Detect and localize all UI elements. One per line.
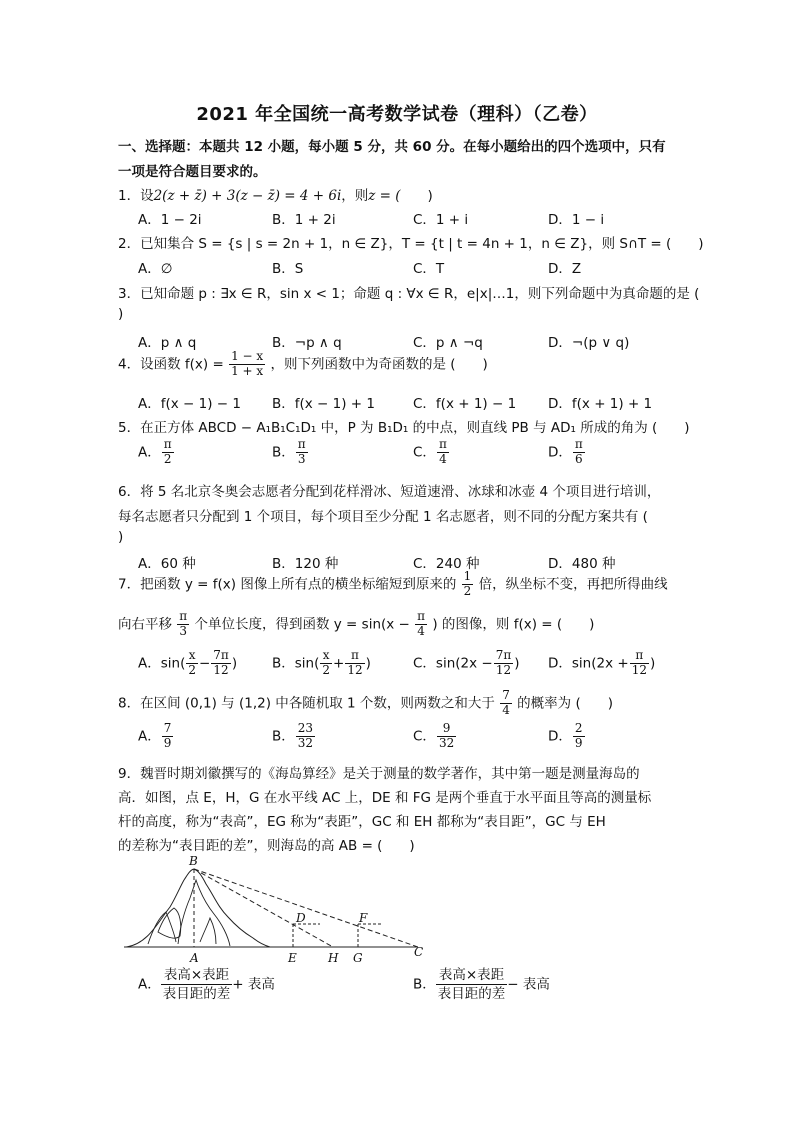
q2-option-d: D．Z xyxy=(548,261,582,277)
q4-fraction: $\frac{1 - x}{1 + x}$ xyxy=(231,349,264,378)
question-8: 8．在区间 (0,1) 与 (1,2) 中各随机取 1 个数，则两数之和大于 $\frac{7}{4}$ 的概率为 ( ) xyxy=(118,688,613,717)
section-heading-line1: 一、选择题：本题共 12 小题，每小题 5 分，共 60 分。在每小题给出的四个选项中，只有 xyxy=(118,139,666,155)
section-heading-line2: 一项是符合题目要求的。 xyxy=(118,164,267,180)
q4-option-d: D．f(x + 1) + 1 xyxy=(548,396,653,412)
q3-option-d: D．¬(p ∨ q) xyxy=(548,335,630,351)
island-contour-1 xyxy=(148,912,176,944)
q5-option-a: A． $\frac{\pi}{2}$ xyxy=(138,437,172,466)
island-measurement-figure xyxy=(118,852,438,970)
island-contour-4 xyxy=(200,918,216,944)
question-6-line2: 每名志愿者只分配到 1 个项目，每个项目至少分配 1 名志愿者，则不同的分配方案共有 ( xyxy=(118,509,648,525)
label-g: G xyxy=(353,951,363,965)
island-contour-2 xyxy=(158,908,181,938)
q5-option-d: D． $\frac{\pi}{6}$ xyxy=(548,437,583,466)
q5-option-c: C． $\frac{\pi}{4}$ xyxy=(413,437,447,466)
question-5: 5．在正方体 ABCD − A₁B₁C₁D₁ 中，P 为 B₁D₁ 的中点，则直线 PB 与 AD₁ 所成的角为 ( ) xyxy=(118,420,690,436)
exam-title: 2021 年全国统一高考数学试卷（理科）（乙卷） xyxy=(196,104,598,125)
q1-option-d: D．1 − i xyxy=(548,212,605,228)
question-7-line1: 7．把函数 y = f(x) 图像上所有点的横坐标缩短到原来的 $\frac{1}{2}$ 倍，纵坐标不变，再把所得曲线 xyxy=(118,569,668,598)
q1-option-b: B．1 + 2i xyxy=(272,212,336,228)
q4-option-c: C．f(x + 1) − 1 xyxy=(413,396,517,412)
question-9-line3: 杆的高度，称为“表高”，EG 称为“表距”，GC 和 EH 都称为“表目距”，GC 与 EH xyxy=(118,814,606,830)
question-1: 1．设2(z + z̄) + 3(z − z̄) = 4 + 6i，则z = ( ) xyxy=(118,188,433,204)
label-a: A xyxy=(190,951,199,965)
q7-option-d: D．sin(2x + $\frac{\pi}{12}$ ) xyxy=(548,648,656,677)
q8-option-b: B． $\frac{23}{32}$ xyxy=(272,721,314,750)
q8-option-d: D． $\frac{2}{9}$ xyxy=(548,721,583,750)
q9-option-a: A． 表高×表距 表目距的差 + 表高 xyxy=(138,967,275,1003)
q3-option-a: A．p ∧ q xyxy=(138,335,197,351)
q4-option-a: A．f(x − 1) − 1 xyxy=(138,396,241,412)
label-h: H xyxy=(328,951,339,965)
question-9-line2: 高．如图，点 E，H，G 在水平线 AC 上，DE 和 FG 是两个垂直于水平面且等高的测量标 xyxy=(118,790,652,806)
label-e: E xyxy=(288,951,297,965)
q6-option-d: D．480 种 xyxy=(548,556,616,572)
q4-option-b: B．f(x − 1) + 1 xyxy=(272,396,376,412)
island-contour-3 xyxy=(178,880,230,946)
question-2: 2．已知集合 S = {s | s = 2n + 1，n ∈ Z}，T = {t | t = 4n + 1，n ∈ Z}，则 S∩T = ( ) xyxy=(118,236,704,252)
q6-option-a: A．60 种 xyxy=(138,556,196,572)
label-d: D xyxy=(296,911,306,925)
q2-option-c: C．T xyxy=(413,261,445,277)
question-7-line2: 向右平移 $\frac{\pi}{3}$ 个单位长度，得到函数 y = sin(x − $\frac{\pi}{4}$ ) 的图像，则 f(x) = ( ) xyxy=(118,609,595,638)
q8-option-c: C． $\frac{9}{32}$ xyxy=(413,721,455,750)
island-outline xyxy=(126,869,270,947)
sight-line-bc xyxy=(194,869,418,947)
question-6-line3: ) xyxy=(118,529,124,545)
q7-option-b: B．sin( $\frac{x}{2}$ + $\frac{\pi}{12}$ ) xyxy=(272,648,371,677)
question-3-line2: ) xyxy=(118,306,124,322)
q6-option-b: B．120 种 xyxy=(272,556,339,572)
question-9-line1: 9．魏晋时期刘徽撰写的《海岛算经》是关于测量的数学著作，其中第一题是测量海岛的 xyxy=(118,766,640,782)
q5-option-b: B． $\frac{\pi}{3}$ xyxy=(272,437,306,466)
q7-option-c: C．sin(2x − $\frac{7\pi}{12}$ ) xyxy=(413,648,520,677)
q2-option-b: B．S xyxy=(272,261,304,277)
question-4: 4．设函数 f(x) = $\frac{1 - x}{1 + x}$ ，则下列函数中为奇函数的是 ( ) xyxy=(118,349,488,378)
q9-option-b: B． 表高×表距 表目距的差 − 表高 xyxy=(413,967,550,1003)
label-c: C xyxy=(414,945,424,959)
q3-option-c: C．p ∧ ¬q xyxy=(413,335,483,351)
q8-option-a: A． $\frac{7}{9}$ xyxy=(138,721,172,750)
question-9-line4: 的差称为“表目距的差”，则海岛的高 AB = ( ) xyxy=(118,838,415,854)
q1-option-c: C．1 + i xyxy=(413,212,469,228)
q6-option-c: C．240 种 xyxy=(413,556,480,572)
label-f: F xyxy=(359,911,368,925)
label-b: B xyxy=(189,854,198,868)
q3-option-b: B．¬p ∧ q xyxy=(272,335,342,351)
question-3-line1: 3．已知命题 p : ∃x ∈ R，sin x < 1；命题 q : ∀x ∈ R，e|x|…1，则下列命题中为真命题的是 ( xyxy=(118,286,700,302)
q7-option-a: A．sin( $\frac{x}{2}$ − $\frac{7\pi}{12}$ ) xyxy=(138,648,238,677)
question-6-line1: 6．将 5 名北京冬奥会志愿者分配到花样滑冰、短道速滑、冰球和冰壶 4 个项目进行培训， xyxy=(118,484,661,500)
q2-option-a: A．∅ xyxy=(138,261,173,277)
q1-option-a: A．1 − 2i xyxy=(138,212,202,228)
sight-line-bh xyxy=(194,869,333,947)
